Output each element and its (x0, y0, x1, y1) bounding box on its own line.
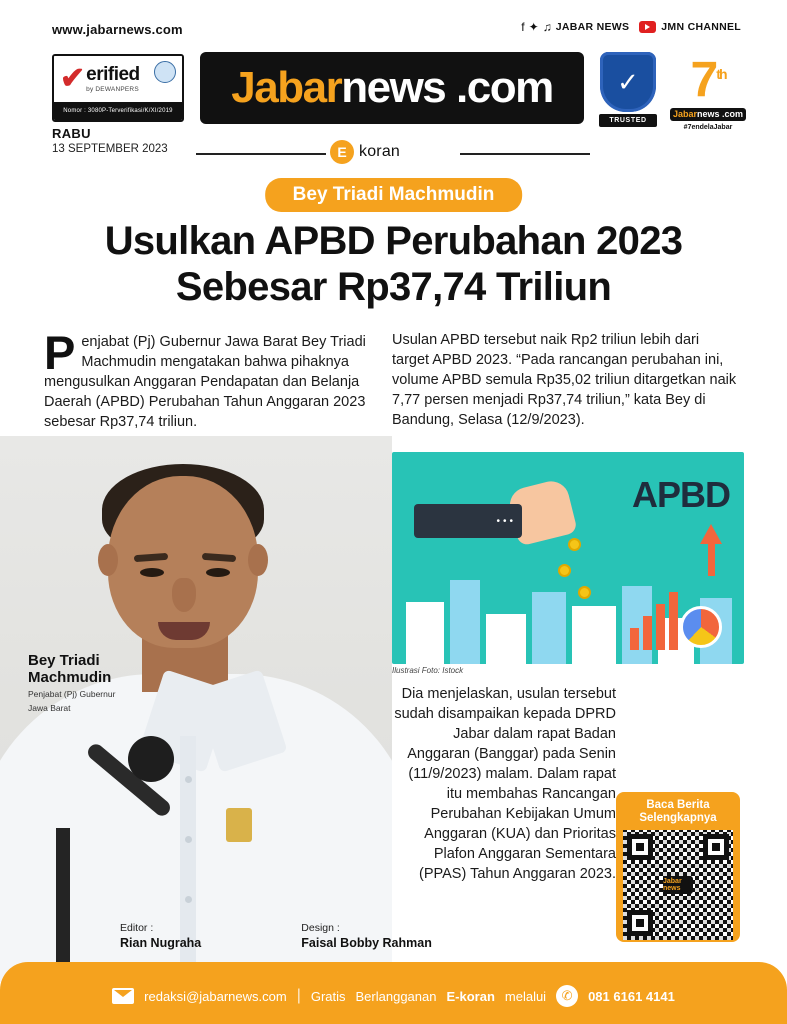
check-icon: ✔ (60, 62, 86, 95)
photo-credit-name-2: Machmudin (28, 669, 112, 686)
anniversary-digit: 7 (690, 51, 717, 108)
ekoran-e-icon: E (330, 140, 354, 164)
date-text: 13 SEPTEMBER 2023 (52, 143, 168, 155)
social-links (521, 20, 741, 34)
design-credit (301, 922, 432, 950)
trusted-badge (596, 52, 660, 130)
subject-name-pill: Bey Triadi Machmudin (265, 178, 523, 212)
growth-arrow-stem (708, 542, 715, 576)
paragraph-1-text: enjabat (Pj) Gubernur Jawa Barat Bey Triadi Machmudin mengatakan bahwa pihaknya mengusulkan Anggaran Pendapatan dan Belanja Daerah (APBD) Perubahan Tahun Anggaran 2023 sebesar Rp37,74 triliun. (44, 334, 366, 430)
footer-phone[interactable]: 081 6161 4141 (588, 988, 675, 1004)
microphone-icon (128, 736, 174, 782)
anniversary-logo (670, 108, 746, 121)
anniversary-hashtag: #7endelaJabar (683, 123, 733, 131)
site-logo[interactable] (200, 52, 584, 124)
trusted-label: TRUSTED (599, 114, 657, 127)
ekoran-badge (330, 140, 400, 164)
pie-chart-icon (680, 606, 722, 648)
verified-subline: by DEWANPERS (86, 86, 139, 93)
seal-icon (154, 61, 176, 83)
footer-free-word: Gratis (310, 988, 346, 1004)
site-url: www.jabarnews.com (52, 22, 183, 37)
youtube-channel[interactable] (639, 21, 741, 33)
facebook-icon[interactable]: f (521, 20, 525, 34)
divider-line-left (196, 153, 326, 155)
illustration-apbd-text: APBD (631, 474, 730, 515)
article-paragraph-2: Usulan APBD tersebut naik Rp2 triliun lebih dari target APBD 2023. “Pada rancangan perubahan ini, volume APBD semula Rp35,02 triliun ditargetkan naik 7,77 persen menjadi Rp37,74 triliun,” kata Bey di Bandung, Selasa (12/9/2023). (392, 332, 737, 428)
article-paragraph-1 (44, 326, 374, 432)
verified-word: erified (86, 64, 140, 85)
editor-label: Editor : (120, 922, 154, 934)
qr-title-line-2: Selengkapnya (639, 812, 717, 824)
photo-credit-role-2: Jawa Barat (28, 703, 71, 713)
qr-title-line-1: Baca Berita (646, 799, 710, 811)
anniversary-badge (668, 50, 748, 132)
verified-badge (52, 54, 184, 122)
footer-ekoran-word: E-koran (446, 988, 495, 1004)
headline-line-1: Usulkan APBD Perubahan 2023 (104, 219, 683, 263)
anniversary-suffix: th (716, 66, 726, 82)
ekoran-divider (0, 140, 787, 166)
footer-email[interactable]: redaksi@jabarnews.com (144, 988, 287, 1004)
twitter-icon[interactable]: ✦ (528, 20, 539, 34)
coin-icon (568, 538, 581, 551)
top-bar (0, 22, 787, 46)
verified-number: Nomor : 3080P-Terverifikasi/K/XI/2019 (54, 102, 182, 120)
headline-line-2: Sebesar Rp37,74 Triliun (175, 265, 612, 309)
photo-credit-name-1: Bey Triadi (28, 652, 100, 669)
sleeve-shape: ••• (414, 504, 522, 538)
design-label: Design : (301, 922, 340, 934)
footer-via-word: melalui (504, 988, 547, 1004)
article-illustration (392, 452, 744, 664)
logo-part-news: news (341, 63, 446, 112)
youtube-label: JMN CHANNEL (661, 21, 741, 33)
bar-chart-icon (630, 592, 678, 650)
illustration-caption: Ilustrasi Foto: Istock (392, 666, 464, 675)
qr-code-image[interactable] (623, 830, 733, 940)
youtube-icon (639, 21, 656, 33)
qr-title (623, 799, 733, 825)
anniversary-number (668, 50, 748, 108)
editor-name: Rian Nugraha (120, 936, 202, 950)
divider-line-right (460, 153, 590, 155)
anniv-logo-b: news .com (697, 108, 744, 119)
mail-icon (112, 988, 134, 1004)
qr-card[interactable] (616, 792, 740, 942)
social-handle-label: JABAR NEWS (555, 21, 630, 33)
footer-subscribe-word: Berlangganan (355, 988, 437, 1004)
page-title (40, 218, 747, 310)
whatsapp-icon[interactable]: ✆ (556, 985, 578, 1007)
tiktok-icon[interactable]: ♫ (542, 20, 552, 34)
editor-credit (120, 922, 201, 950)
anniv-logo-a: Jabar (672, 108, 697, 119)
design-name: Faisal Bobby Rahman (301, 936, 432, 950)
logo-part-jabar: Jabar (231, 63, 342, 112)
qr-center-logo: Jabar news (663, 876, 693, 894)
logo-part-dotcom: .com (456, 63, 553, 112)
footer-bar (0, 962, 787, 1024)
photo-credit-role-1: Penjabat (Pj) Gubernur (28, 689, 116, 699)
ekoran-label: koran (359, 143, 401, 160)
credits (120, 922, 540, 950)
article-paragraph-3: Dia menjelaskan, usulan tersebut sudah disampaikan kepada DPRD Jabar dalam rapat Badan Anggaran (Banggar) pada Senin (11/9/2023) malam. Dalam rapat itu membahas Rancangan Perubahan Kebijakan Umum Anggaran (KUA) dan Prioritas Plafon Anggaran Sementara (PPAS) Tahun Anggaran 2023. (394, 686, 616, 882)
photo-credit (28, 652, 178, 714)
footer-separator: | (296, 987, 301, 1004)
growth-arrow-icon (700, 524, 722, 544)
day-name: RABU (52, 126, 91, 141)
check-shield-icon: ✓ (600, 52, 656, 112)
drop-cap: P (44, 326, 76, 379)
